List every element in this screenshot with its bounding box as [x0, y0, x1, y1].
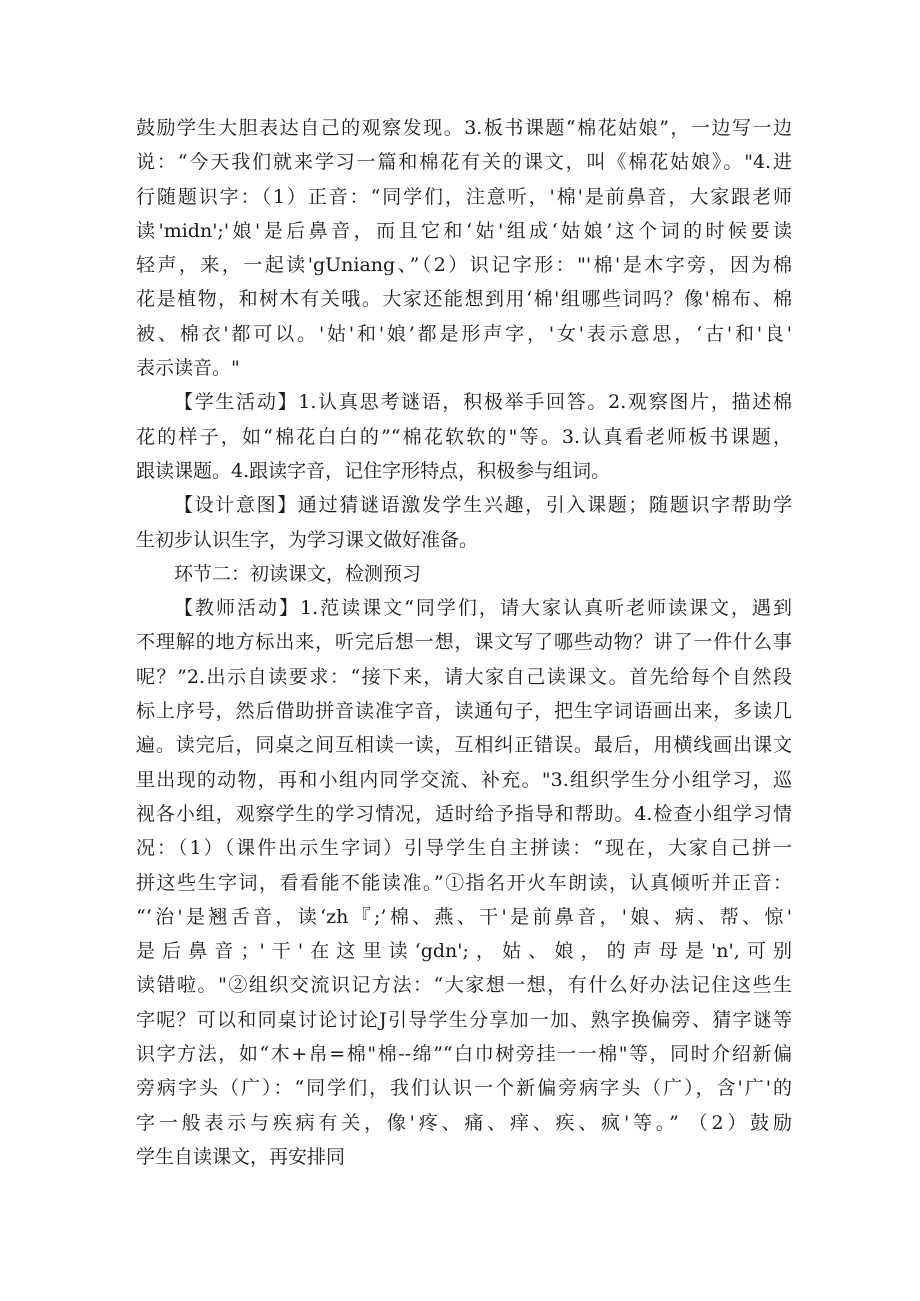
text-line: 说：“今天我们就来学习一篇和棉花有关的课文，叫《棉花姑娘》。"4.进 [136, 151, 792, 174]
text-line: 生初步认识生字，为学习课文做好准备。 [136, 528, 479, 551]
text-line: 鼓励学生大胆表达自己的观察发现。3.板书课题“棉花姑娘”，一边写一边 [136, 117, 792, 139]
text-line: 行随题识字：（1）正音：“同学们，注意听，'棉'是前鼻音，大家跟老师 [136, 185, 792, 208]
text-line: 花是植物，和树木有关哦。大家还能想到用‘棉'组哪些词吗？像'棉布、棉 [136, 288, 792, 311]
text-line: 视各小组，观察学生的学习情况，适时给予指导和帮助。4.检查小组学习情 [136, 802, 792, 825]
paragraph-p3 [136, 488, 792, 557]
text-line: 【学生活动】1.认真思考谜语，积极举手回答。2.观察图片，描述棉 [174, 391, 792, 414]
paragraph-p4 [136, 557, 792, 591]
text-line: 【设计意图】通过猜谜语激发学生兴趣，引入课题；随题识字帮助学 [174, 494, 792, 517]
text-line: 况：（1）（课件出示生字词）引导学生自主拼读：“现在，大家自己拼一 [136, 837, 792, 860]
text-line: 拼这些生字词，看看能不能读准。”①指名开火车朗读，认真倾听并正音： [136, 871, 792, 894]
text-line: 读'midn';'娘'是后鼻音，而且它和‘姑'组成‘姑娘’这个词的时候要读 [136, 219, 792, 242]
text-line: 跟读课题。4.跟读字音，记住字形特点，积极参与组词。 [136, 459, 611, 482]
paragraph-p1 [136, 111, 792, 385]
paragraph-p2 [136, 385, 792, 488]
text-line: 学生自读课文，再安排同 [136, 1145, 346, 1168]
text-line: 表示读音。" [136, 357, 240, 380]
text-line: 标上序号，然后借助拼音读准字音，读通句子，把生字词语画出来，多读几 [136, 700, 792, 723]
document-body [136, 111, 792, 1174]
text-line: 字一般表示与疾病有关，像'疼、痛、痒、疾、疯'等。” （2）鼓励 [136, 1111, 792, 1134]
text-line: 读错啦。"②组织交流识记方法：“大家想一想，有什么好办法记住这些生 [136, 974, 792, 997]
text-line: 字呢？可以和同桌讨论讨论J引导学生分享加一加、熟字换偏旁、猜字谜等 [136, 1008, 792, 1031]
text-line: 【教师活动】1.范读课文“同学们，请大家认真听老师读课文，遇到 [174, 597, 792, 620]
text-line: 识字方法，如“木+帛=棉"棉--绵”“白巾树旁挂一一棉"等，同时介绍新偏 [136, 1043, 792, 1066]
text-line: 花的样子，如“棉花白白的”“棉花软软的"等。3.认真看老师板书课题， [136, 425, 792, 448]
text-line: 轻声，来，一起读'gUniang、”（2）识记字形："'棉'是木字旁，因为棉 [136, 254, 792, 277]
paragraph-p5 [136, 591, 792, 1174]
text-line: 遍。读完后，同桌之间互相读一读，互相纠正错误。最后，用横线画出课文 [136, 734, 792, 757]
text-line: 是后鼻音；'干'在这里读‘gdn';，姑、娘，的声母是'n',可别 [136, 940, 792, 963]
text-line: 环节二：初读课文，检测预习 [174, 562, 422, 585]
text-line: “‘治'是翘舌音，读‘zh『;’棉、燕、干'是前鼻音，'娘、病、帮、惊' [136, 905, 792, 928]
text-line: 呢？”2.出示自读要求：“接下来，请大家自己读课文。首先给每个自然段 [136, 665, 792, 688]
text-line: 不理解的地方标出来，听完后想一想，课文写了哪些动物？讲了一件什么事 [136, 631, 792, 654]
text-line: 旁病字头（广）：“同学们，我们认识一个新偏旁病字头（广），含'广'的 [136, 1077, 792, 1100]
text-line: 被、棉衣'都可以。'姑'和'娘’都是形声字，'女'表示意思，‘古'和'良' [136, 322, 792, 345]
text-line: 里出现的动物，再和小组内同学交流、补充。"3.组织学生分小组学习，巡 [136, 768, 792, 791]
